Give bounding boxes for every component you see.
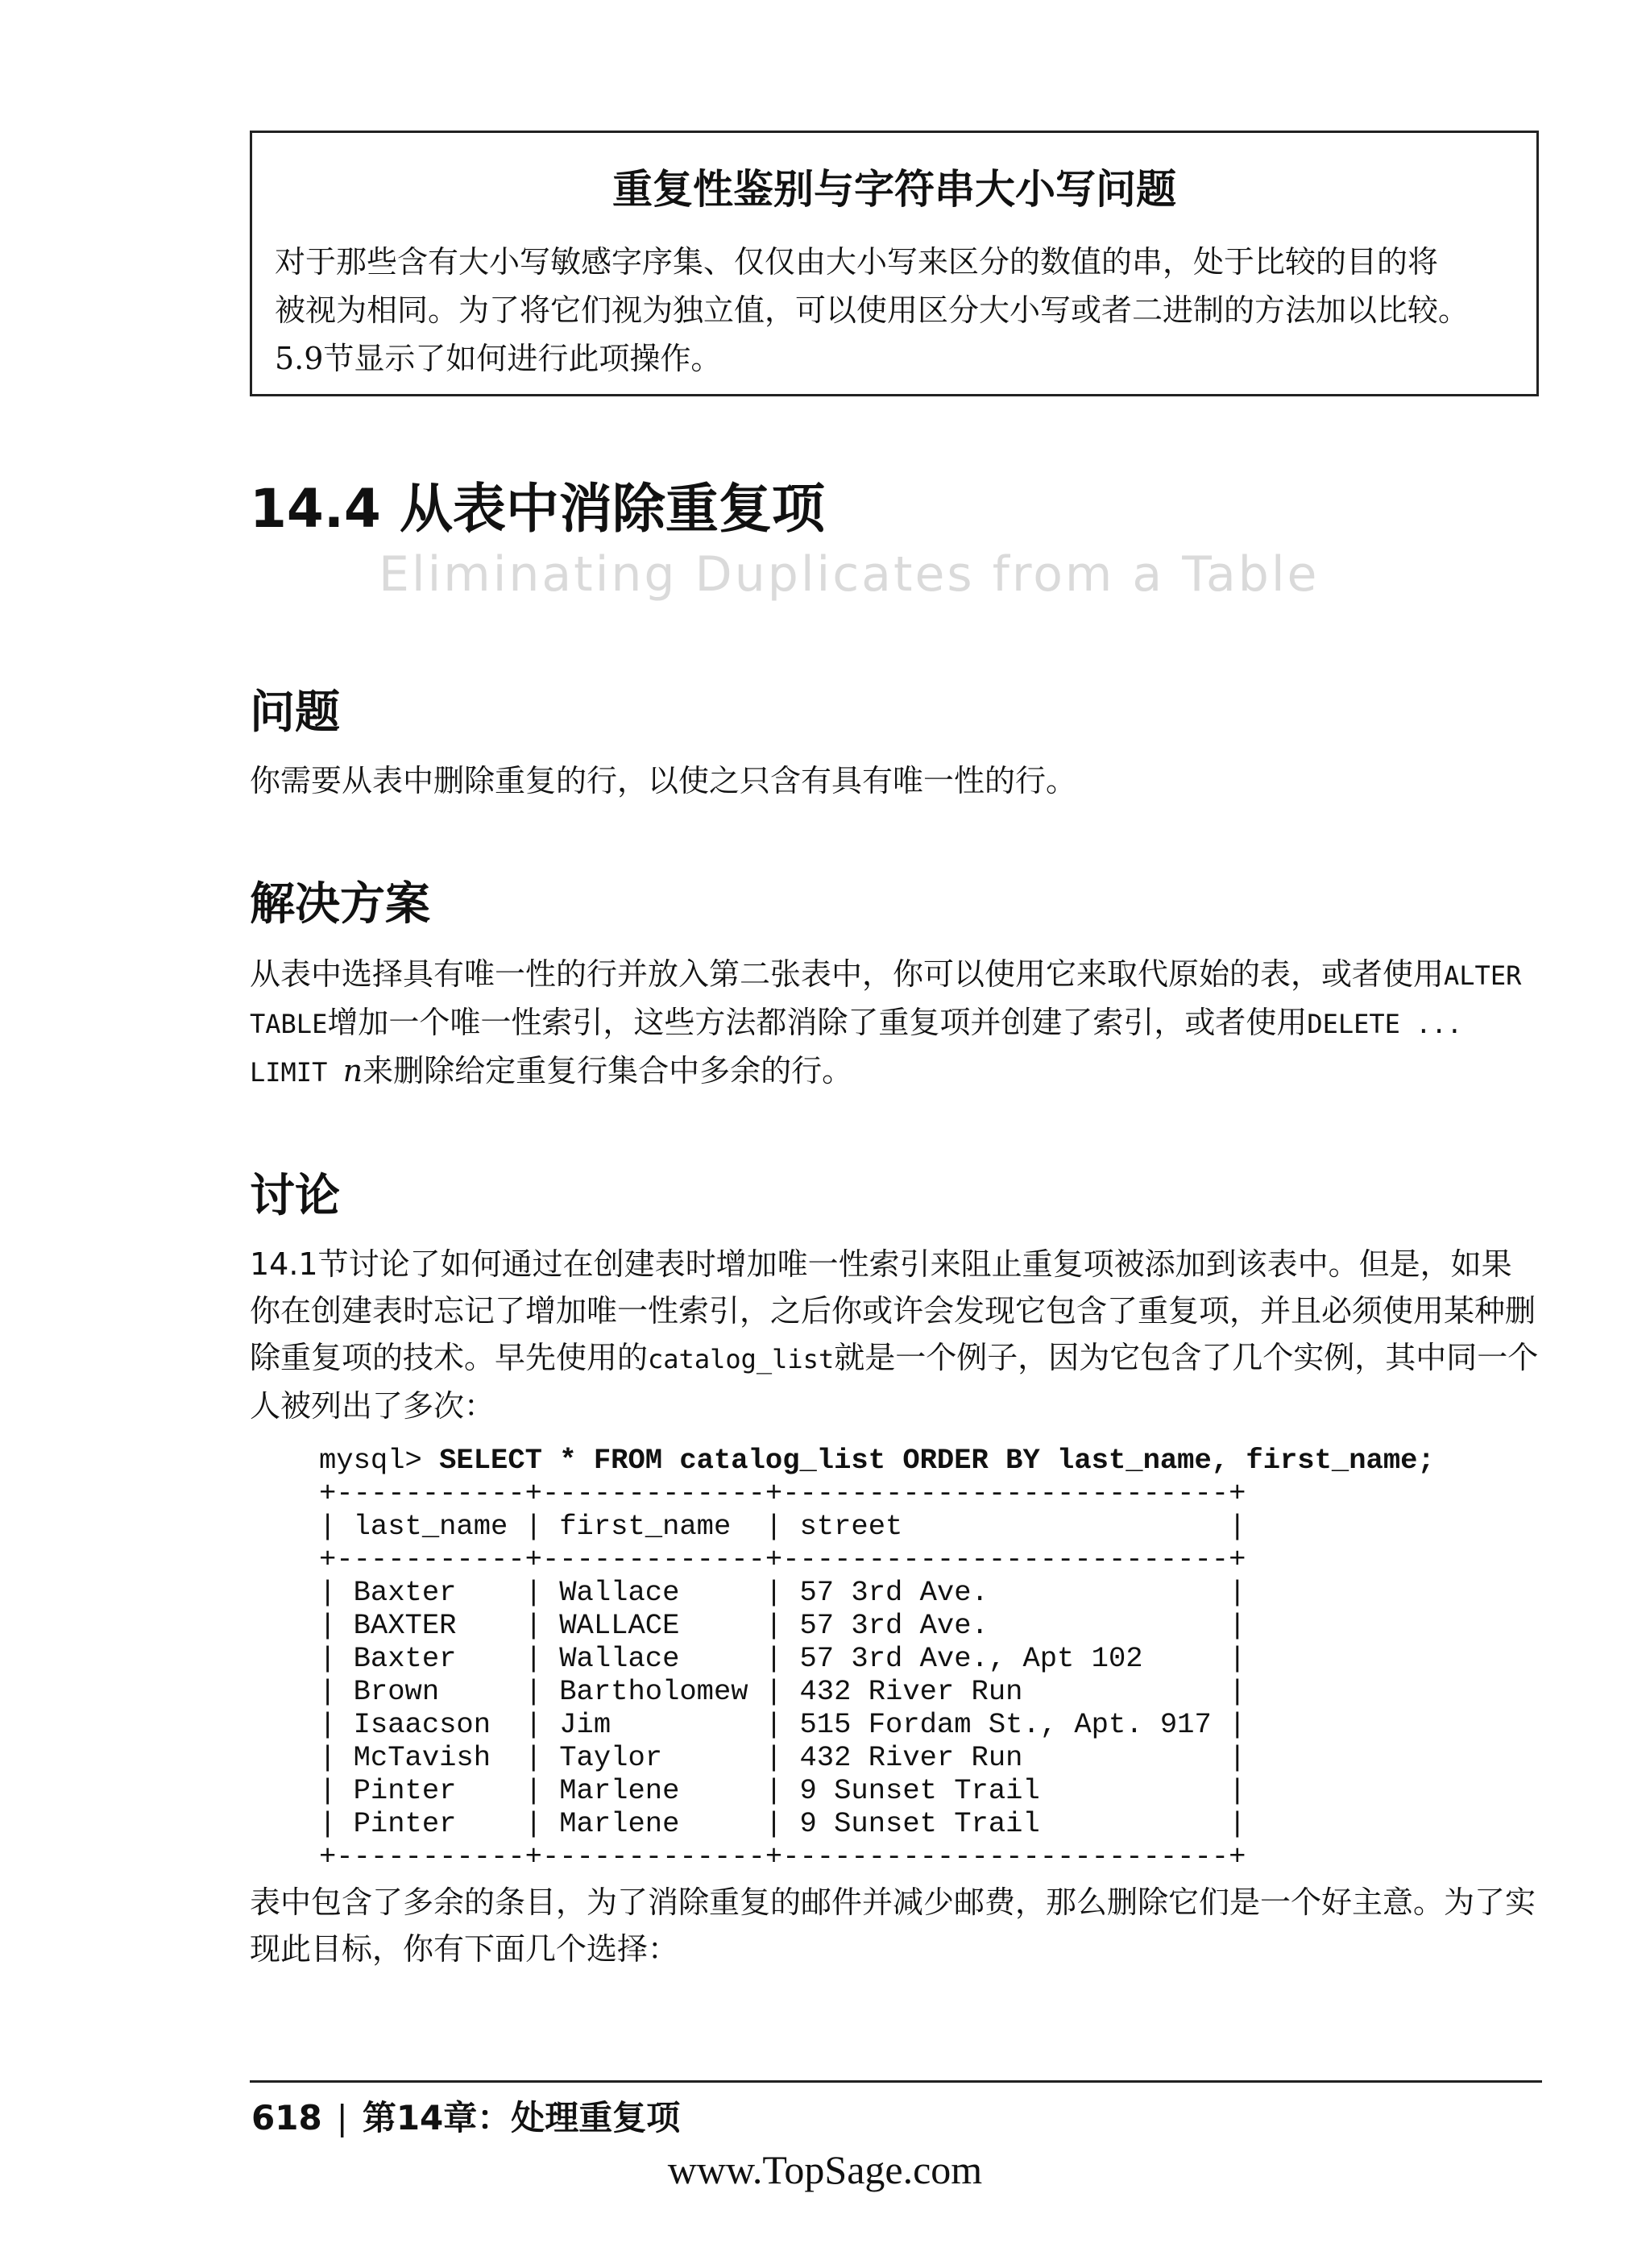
page-footer xyxy=(251,2092,680,2140)
footer-rule xyxy=(250,2080,1542,2083)
closing-text: 表中包含了多余的条目，为了消除重复的邮件并减少邮费，那么删除它们是一个好主意。为了实现此目标，你有下面几个选择： xyxy=(250,1884,1536,1967)
solution-text xyxy=(250,951,1539,1096)
watermark: www.TopSage.com xyxy=(667,2147,983,2192)
solution-text-part: 从表中选择具有唯一性的行并放入第二张表中，你可以使用它来取代原始的表，或者使用 xyxy=(250,956,1445,992)
inline-code-variable: n xyxy=(342,1053,363,1088)
chapter-title: 第14章：处理重复项 xyxy=(362,2098,681,2137)
solution-text-part: 来删除给定重复行集合中多余的行。 xyxy=(363,1053,853,1088)
code-prompt: mysql> xyxy=(319,1444,440,1477)
sidebar-body xyxy=(275,238,1514,383)
page-number: 618 xyxy=(251,2098,322,2137)
sidebar-line: 5.9节显示了如何进行此项操作。 xyxy=(275,341,722,376)
discussion-text xyxy=(250,1241,1539,1429)
sidebar-line: 被视为相同。为了将它们视为独立值，可以使用区分大小写或者二进制的方法加以比较。 xyxy=(275,292,1470,328)
section-title: 从表中消除重复项 xyxy=(399,478,825,540)
discussion-heading: 讨论 xyxy=(250,1170,340,1222)
sidebar-box xyxy=(250,131,1539,396)
code-command: SELECT * FROM catalog_list ORDER BY last_name, first_name; xyxy=(439,1444,1435,1477)
section-subtitle: Eliminating Duplicates from a Table xyxy=(379,546,1320,603)
problem-heading: 问题 xyxy=(250,686,340,739)
result-table: +-----------+-------------+--------------------------+ | last_name | first_name | street | +-----------+-------------+--------------------------+ | Baxter | Wallace | 57 3rd Ave. | | BAXTER | WALLACE | 57 3rd Ave. | | Baxter | Wallace | 57 3rd Ave., Apt 102 | | Brown | Bartholomew | 432 River Run | | Isaacson | Jim | 515 Fordam St., Apt. 917 | | McTavish | Taylor | 432 River Run | | Pinter | Marlene | 9 Sunset Trail | | Pinter | Marlene | 9 Sunset Trail | +-----------+-------------+--------------------------+ xyxy=(319,1477,1246,1873)
section-heading xyxy=(250,466,825,542)
inline-code: catalog_list xyxy=(648,1344,835,1374)
solution-heading: 解决方案 xyxy=(250,878,430,931)
inline-code: ALTER TABLE xyxy=(250,960,1522,1039)
footer-separator: | xyxy=(336,2098,348,2137)
discussion-text-part: 就是一个例子，因为它包含了几个实例，其中同一个人被列出了多次： xyxy=(250,1340,1539,1424)
code-listing xyxy=(319,1444,1435,1873)
discussion-text-part: 14.1节讨论了如何通过在创建表时增加唯一性索引来阻止重复项被添加到该表中。但是，如果你在创建表时忘记了增加唯一性索引，之后你或许会发现它包含了重复项，并且必须使用某种删除重复项的技术。早先使用的 xyxy=(250,1246,1536,1375)
section-number: 14.4 xyxy=(250,478,381,540)
solution-text-part: 增加一个唯一性索引，这些方法都消除了重复项并创建了索引，或者使用 xyxy=(327,1005,1308,1040)
inline-code: DELETE ... LIMIT xyxy=(250,1009,1462,1088)
sidebar-title: 重复性鉴别与字符串大小写问题 xyxy=(612,166,1176,213)
problem-text: 你需要从表中删除重复的行，以使之只含有具有唯一性的行。 xyxy=(250,763,1077,798)
sidebar-line: 对于那些含有大小写敏感字序集、仅仅由大小写来区分的数值的串，处于比较的目的将 xyxy=(275,244,1439,280)
